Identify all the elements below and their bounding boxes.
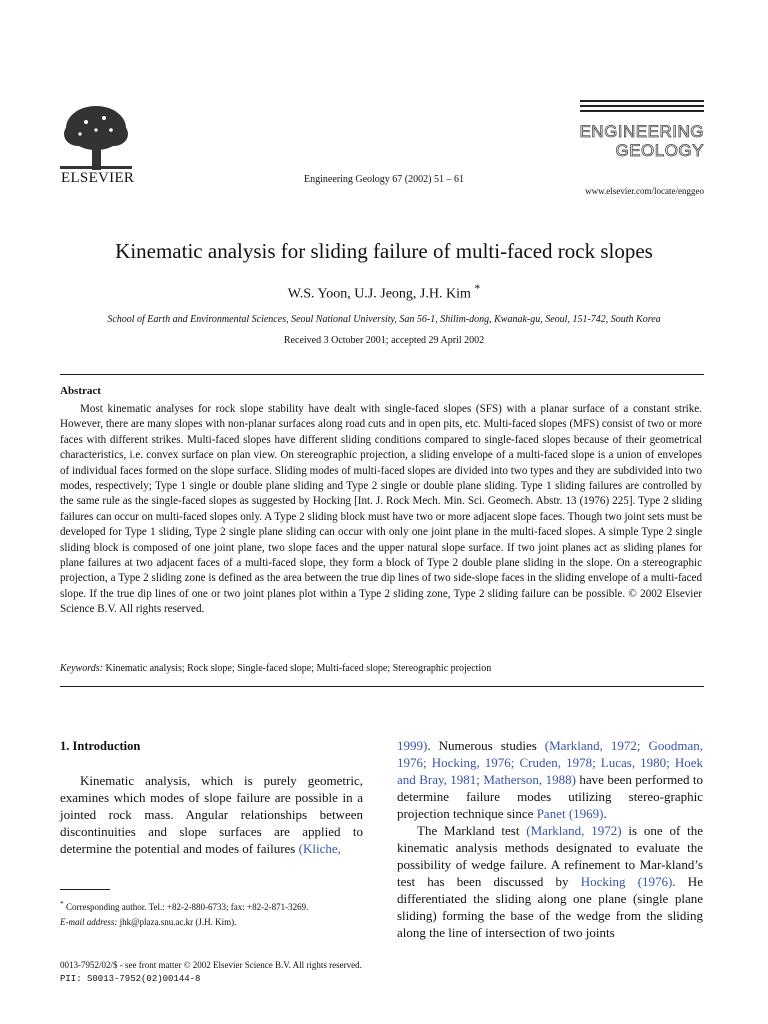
intro-paragraph-1-continued [397,737,703,822]
intro-paragraph-1 [60,772,363,857]
footnote-rule [60,889,110,890]
intro-paragraph-2 [397,822,703,941]
right-column [397,737,703,941]
journal-url-link[interactable]: www.elsevier.com/locate/enggeo [585,186,704,196]
citation-link-hocking[interactable]: Hocking (1976) [580,874,673,889]
pii-line: PII: S0013-7952(02)00144-8 [60,974,201,984]
corresponding-author-mark[interactable]: * [474,282,481,295]
abstract-text: Most kinematic analyses for rock slope stability have dealt with single-faced slopes (SFS) with a planar surface of a constant strike. However, there are many slopes with non-planar surfaces along road cuts and in open pits, etc. Multi-faced slopes (MFS) consist of two or more faces with different strikes. Multi-faced slopes have different sliding conditions compared to single-faced slopes because of their geometrical characteristics, i.e. convex surface on plan view. On stereographic projection, a sliding envelope of a multi-faced slope is a union of envelopes of individual faces formed on the slope surface. Sliding modes of multi-faced slopes are divided into two types and they are subdivided into two modes, respectively; Type 1 single or double plane sliding and Type 2 single or double plane sliding. Type 1 sliding failures are controlled by the same rule as the single-faced slopes as suggested by Hocking [Int. J. Rock Mech. Min. Sci. Geomech. Abstr. 13 (1976) 225]. Type 2 sliding failures can occur on multi-faced slopes only. A Type 2 sliding block must have two or more adjacent slope faces. Though two joint sets must be developed for Type 1 sliding, Type 2 single plane sliding can occur with only one joint plane in the multi-faced slopes. A simple Type 2 single sliding block is composed of one joint plane, two slope faces and the upper natural slope surface. If two joint planes act as sliding planes for plane failures at two adjacent faces of a multi-faced slope, they form a block of Type 2 double plane sliding in the slope. On a stereographic projection, a Type 2 sliding zone is defined as the area between the true dip lines of two side-slope faces in the sliding envelope of a multi-faced slope. If the true dip lines of one or two joint planes plot within a Type 2 sliding zone, Type 2 sliding failure can be possible. © 2002 Elsevier Science B.V. All rights reserved. [60,403,702,616]
citation-link-numerous-studies[interactable]: (Markland, 1972; Goodman, 1976; Hocking, 1976; Cruden, 1978; Lucas, 1980; Hoek and Bray, 1981; Matherson, 1988) [397,738,703,787]
journal-name-line1: ENGINEERING [579,122,704,141]
keywords-line [60,663,704,674]
journal-name-line2: GEOLOGY [615,141,704,160]
journal-masthead-bars [580,100,704,115]
footnote-corresponding-text: Corresponding author. Tel.: +82-2-880-6733; fax: +82-2-871-3269. [66,902,309,912]
citation-link-kliche-year[interactable]: 1999) [397,738,428,753]
intro-p1-text: Kinematic analysis, which is purely geometric, examines which modes of slope failure are possible in a jointed rock mass. Angular relationships between discontinuities and slope surfaces are applied to determine the potential and modes of failures [60,773,363,856]
intro-r-text-3: . [603,806,607,821]
section-heading-introduction: 1. Introduction [60,739,141,753]
keywords-text: Kinematic analysis; Rock slope; Single-faced slope; Multi-faced slope; Stereographic projection [105,663,492,674]
intro-p2-text-2: is one of the kinematic analysis methods designated to evaluate the possibility of wedge failure. A refinement to Mar-kland’s test has been discussed by [397,823,704,889]
publisher-name: ELSEVIER [61,170,135,186]
keywords-label: Keywords: [60,663,103,674]
footnote-email [60,915,365,930]
copyright-line: 0013-7952/02/$ - see front matter © 2002 Elsevier Science B.V. All rights reserved. [60,960,362,970]
journal-masthead [570,122,704,160]
citation-link-panet[interactable]: Panet (1969) [536,806,604,821]
email-label: E-mail address: [60,917,118,927]
footnote [60,896,365,930]
front-matter [60,958,362,986]
citation-link-markland[interactable]: (Markland, 1972) [526,823,622,838]
intro-r-text-1: . Numerous studies [427,738,545,753]
left-column [60,738,363,857]
intro-p2-text-1: The Markland test [417,823,527,838]
abstract-bottom-rule [60,686,704,687]
journal-citation: Engineering Geology 67 (2002) 51 – 61 [304,174,464,185]
intro-r-text-2: have been performed to determine failure modes utilizing stereo-graphic projection technique since [397,772,703,821]
footnote-corresponding [60,896,365,915]
abstract-heading: Abstract [60,385,101,397]
article-title: Kinematic analysis for sliding failure of multi-faced rock slopes [115,239,653,263]
author-affiliation: School of Earth and Environmental Sciences, Seoul National University, San 56-1, Shilim-dong, Kwanak-gu, Seoul, 151-742, South Korea [107,314,661,325]
received-accepted-dates: Received 3 October 2001; accepted 29 April 2002 [283,335,485,346]
email-address[interactable]: jhk@plaza.snu.ac.kr (J.H. Kim). [119,917,237,927]
authors-text: W.S. Yoon, U.J. Jeong, J.H. Kim [287,286,471,302]
author-list [0,282,768,303]
footnote-mark: * [60,899,64,908]
intro-p2-text-3: . He differentiated the sliding along one plane (single plane sliding) forming the base of the wedge from the sliding along the line of intersection of two joints [397,874,703,940]
citation-link-kliche[interactable]: (Kliche, [298,841,341,856]
abstract-top-rule [60,374,704,375]
